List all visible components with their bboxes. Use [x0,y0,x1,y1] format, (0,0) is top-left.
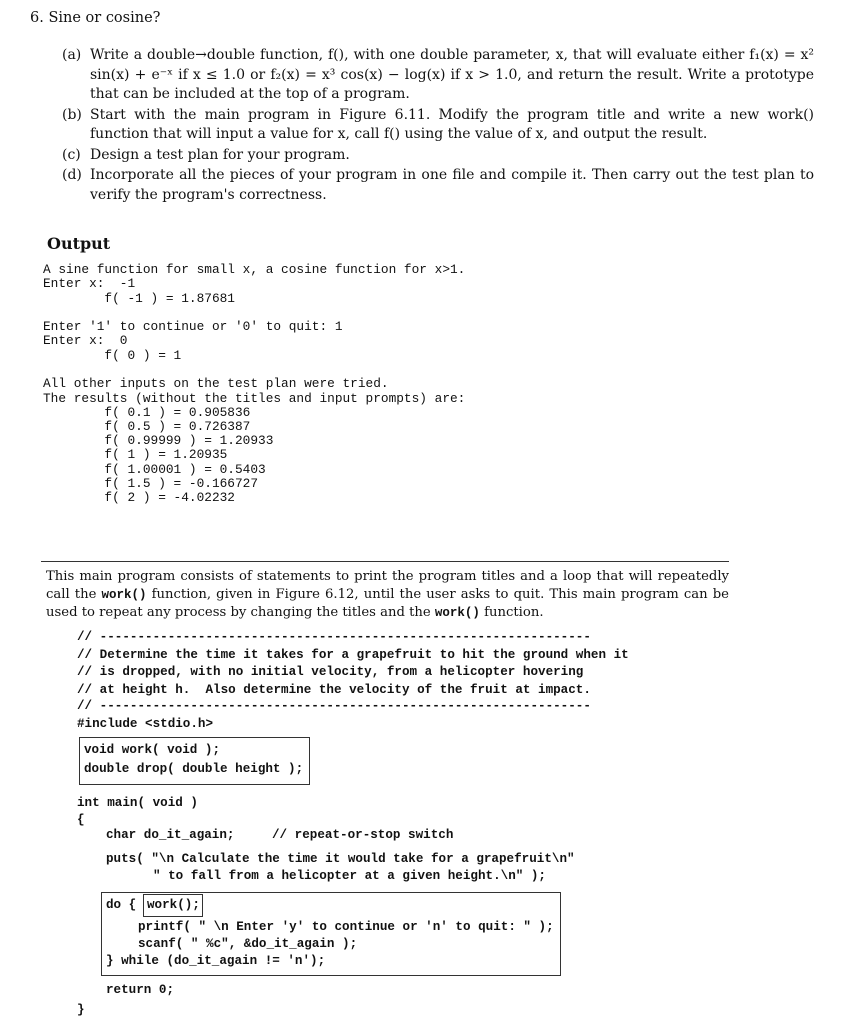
output-line: f( 0 ) = 1 [43,348,182,363]
caption-text: function, given in Figure 6.12, until the user asks to quit. This main program can be used to repeat any process by changing the titles and the [46,587,729,620]
exercise-parts [62,46,814,206]
code-work-call: work(); [147,898,200,912]
code-prototype: void work( void ); [84,743,221,757]
output-title: Output [47,234,111,253]
code-brace: } [77,1003,85,1017]
code-printf: printf( " \n Enter 'y' to continue or 'n' to quit: " ); [138,920,554,934]
part-label: (c) [62,146,81,163]
part-text: Incorporate all the pieces of your program in one file and compile it. Then carry out the test plan to verify the program's correctness. [90,167,814,203]
code-comment: // Determine the time it takes for a grapefruit to hit the ground when it [77,648,629,662]
code-comment: // at height h. Also determine the velocity of the fruit at impact. [77,683,591,697]
caption-text: This main program consists of statements to print the program titles and a loop that will repeatedly call the [46,569,729,602]
output-line: f( 1.00001 ) = 0.5403 [43,462,266,477]
code-include: #include <stdio.h> [77,717,214,731]
figure-caption [46,568,729,622]
caption-code: work() [101,588,147,602]
part-text: Design a test plan for your program. [90,146,350,163]
code-main-signature: int main( void ) [77,796,198,810]
code-comment: // repeat-or-stop switch [272,828,454,842]
part-text: Start with the main program in Figure 6.11. Modify the program title and write a new work() function that will input a value for x, call f() using the value of x, and output the result. [90,106,814,142]
output-line: f( 2 ) = -4.02232 [43,490,235,505]
caption-code: work() [434,606,480,620]
output-line: Enter x: 0 [43,333,128,348]
code-while: } while (do_it_again != 'n'); [106,954,326,968]
part-label: (b) [62,106,82,123]
code-brace: { [77,813,85,827]
code-do: do { [106,898,137,912]
part-label: (d) [62,167,82,183]
code-scanf: scanf( " %c", &do_it_again ); [138,937,358,951]
code-puts: puts( "\n Calculate the time it would take for a grapefruit\n" [106,852,575,866]
output-line: Enter x: -1 [43,276,136,291]
code-comment: // ----------------------------------------------------------------- [77,630,591,644]
code-puts: " to fall from a helicopter at a given height.\n" ); [153,869,546,883]
code-declaration: char do_it_again; [106,828,235,842]
part-label: (a) [62,47,82,63]
output-line: f( 1 ) = 1.20935 [43,447,228,462]
output-line: f( 0.5 ) = 0.726387 [43,419,251,434]
code-comment: // is dropped, with no initial velocity, from a helicopter hovering [77,665,584,679]
part-text: Write a double→double function, f(), with one double parameter, x, that will evaluate either f₁(x) = x² sin(x) + e⁻ˣ if x ≤ 1.0 or f₂(x) = x³ cos(x) − log(x) if x > 1.0, and return the result. Write a prototype that can be included at the top of a program. [90,47,814,102]
output-line: f( -1 ) = 1.87681 [43,291,235,306]
output-line: The results (without the titles and input prompts) are: [43,391,466,406]
figure-rule [41,561,729,562]
output-line: f( 0.1 ) = 0.905836 [43,405,251,420]
output-line: Enter '1' to continue or '0' to quit: 1 [43,319,343,334]
exercise-heading: 6. Sine or cosine? [30,10,161,26]
exercise-part-c [62,146,814,166]
output-line: f( 0.99999 ) = 1.20933 [43,433,274,448]
caption-text: function. [479,605,544,620]
output-line: All other inputs on the test plan were tried. [43,376,389,391]
code-comment: // ----------------------------------------------------------------- [77,699,591,713]
exercise-part-b [62,106,814,145]
exercise-part-a [62,46,814,105]
exercise-part-d [62,166,814,205]
output-line: A sine function for small x, a cosine function for x>1. [43,262,466,277]
code-return: return 0; [106,983,175,997]
output-line: f( 1.5 ) = -0.166727 [43,476,259,491]
code-prototype: double drop( double height ); [84,762,304,776]
